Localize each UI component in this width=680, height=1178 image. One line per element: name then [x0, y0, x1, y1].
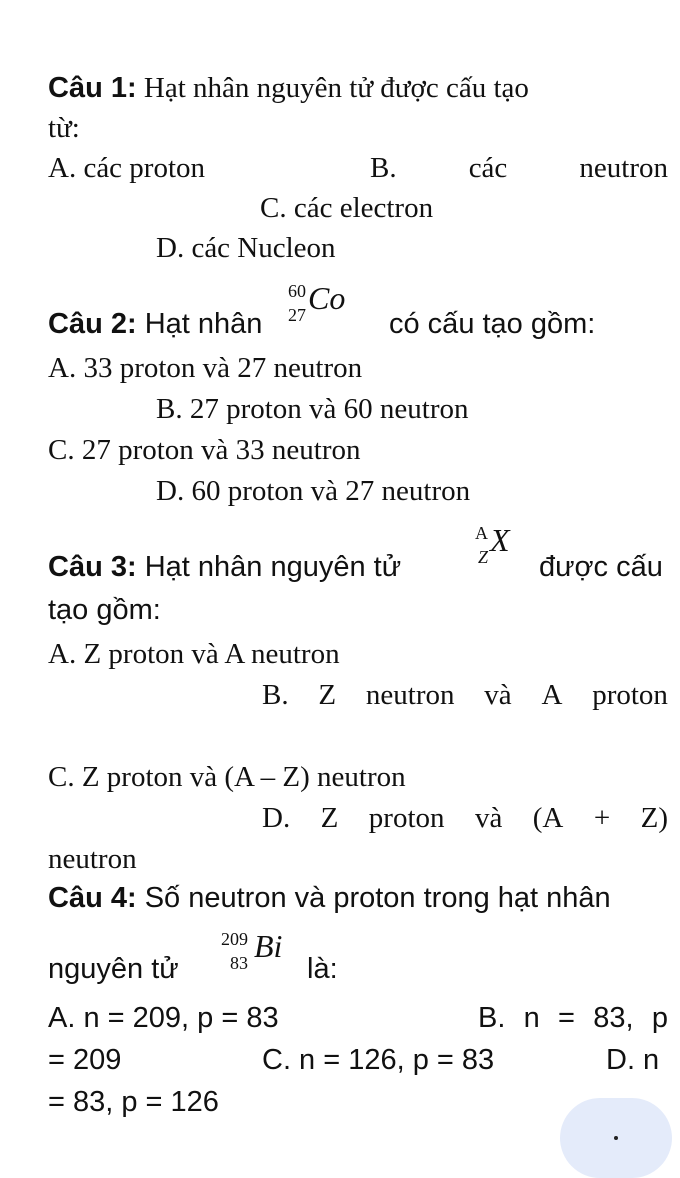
q1-option-d: D. các Nucleon	[156, 232, 336, 264]
q3-stem-after: được cấu	[539, 551, 663, 583]
q3-option-b-word: B.	[262, 679, 289, 711]
q2-stem-after: có cấu tạo gồm:	[389, 308, 596, 340]
q4-option-d: D. n	[606, 1044, 660, 1076]
q2-nucleus-co	[278, 280, 378, 330]
q1-option-b-word: các	[468, 152, 508, 184]
q4-option-b-cont: = 209	[48, 1044, 122, 1076]
q3-element-symbol: X	[490, 522, 510, 558]
q4-option-b-word: =	[558, 1002, 575, 1034]
q4-stem-after: là:	[307, 953, 338, 985]
q3-option-b-word: neutron	[365, 679, 455, 711]
q3-atomic-number: Z	[477, 547, 488, 567]
q3-option-b-word: proton	[592, 679, 668, 711]
q1-option-b-letter: B.	[370, 152, 397, 184]
q3-option-b	[262, 681, 668, 710]
q2-stem-text: Hạt nhân	[136, 308, 263, 340]
q1-option-c: C. các electron	[260, 192, 434, 224]
q1-option-a: A. các proton	[48, 152, 206, 184]
q4-atomic-number: 83	[230, 953, 248, 973]
q4-option-b-word: n	[523, 1002, 540, 1034]
q4-mass-number: 209	[221, 929, 248, 949]
q1-label: Câu 1:	[48, 72, 137, 104]
q4-stem-text: Số neutron và proton trong hạt nhân	[136, 882, 611, 914]
q1-option-b-word: neutron	[579, 152, 668, 184]
q3-option-d	[262, 804, 668, 833]
q2-option-b: B. 27 proton và 60 neutron	[156, 393, 469, 425]
q2-label: Câu 2:	[48, 308, 137, 340]
q4-stem-line1	[48, 884, 611, 913]
q1-stem-line2: từ:	[48, 112, 80, 144]
q2-element-symbol: Co	[308, 280, 346, 316]
q3-nucleus-x	[460, 522, 530, 572]
q3-option-d-word: Z	[320, 802, 339, 834]
floating-action-button[interactable]	[560, 1098, 672, 1178]
q2-mass-number: 60	[288, 281, 306, 301]
q3-option-c: C. Z proton và (A – Z) neutron	[48, 761, 406, 793]
q3-option-d-word: D.	[262, 802, 291, 834]
q3-option-d-word: +	[593, 802, 611, 834]
q3-option-d-word: proton	[368, 802, 445, 834]
q2-stem	[48, 310, 262, 339]
q3-option-b-word: A	[541, 679, 563, 711]
q3-option-a: A. Z proton và A neutron	[48, 638, 340, 670]
q4-option-d-cont: = 83, p = 126	[48, 1086, 219, 1118]
q2-atomic-number: 27	[288, 305, 306, 325]
q3-stem	[48, 553, 401, 582]
q3-option-b-word: Z	[318, 679, 337, 711]
q3-mass-number: A	[475, 523, 488, 543]
q2-option-c: C. 27 proton và 33 neutron	[48, 434, 361, 466]
q4-option-b	[478, 1004, 668, 1033]
q4-option-c: C. n = 126, p = 83	[262, 1044, 495, 1076]
q2-option-a: A. 33 proton và 27 neutron	[48, 352, 363, 384]
q1-stem-line1	[48, 74, 529, 103]
q4-stem-line2: nguyên tử	[48, 953, 179, 985]
q3-stem-text: Hạt nhân nguyên tử	[136, 551, 402, 583]
q3-option-d-word: Z)	[640, 802, 668, 834]
dot-icon	[614, 1136, 618, 1140]
q4-option-b-word: p	[651, 1002, 668, 1034]
q1-stem-text: Hạt nhân nguyên tử được cấu tạo	[136, 72, 529, 104]
q4-element-symbol: Bi	[254, 928, 283, 964]
q3-stem-line2: tạo gồm:	[48, 594, 161, 626]
q3-option-d-word: và	[474, 802, 503, 834]
q4-nucleus-bi	[220, 930, 300, 980]
q3-option-b-word: và	[484, 679, 512, 711]
q4-option-a: A. n = 209, p = 83	[48, 1002, 279, 1034]
q4-option-b-word: B.	[478, 1002, 506, 1034]
q2-option-d: D. 60 proton và 27 neutron	[156, 475, 471, 507]
q1-option-b	[370, 154, 668, 183]
q4-option-b-word: 83,	[593, 1002, 634, 1034]
q3-option-d-cont: neutron	[48, 843, 137, 875]
q3-label: Câu 3:	[48, 551, 137, 583]
q4-label: Câu 4:	[48, 882, 137, 914]
q3-option-d-word: (A	[532, 802, 564, 834]
